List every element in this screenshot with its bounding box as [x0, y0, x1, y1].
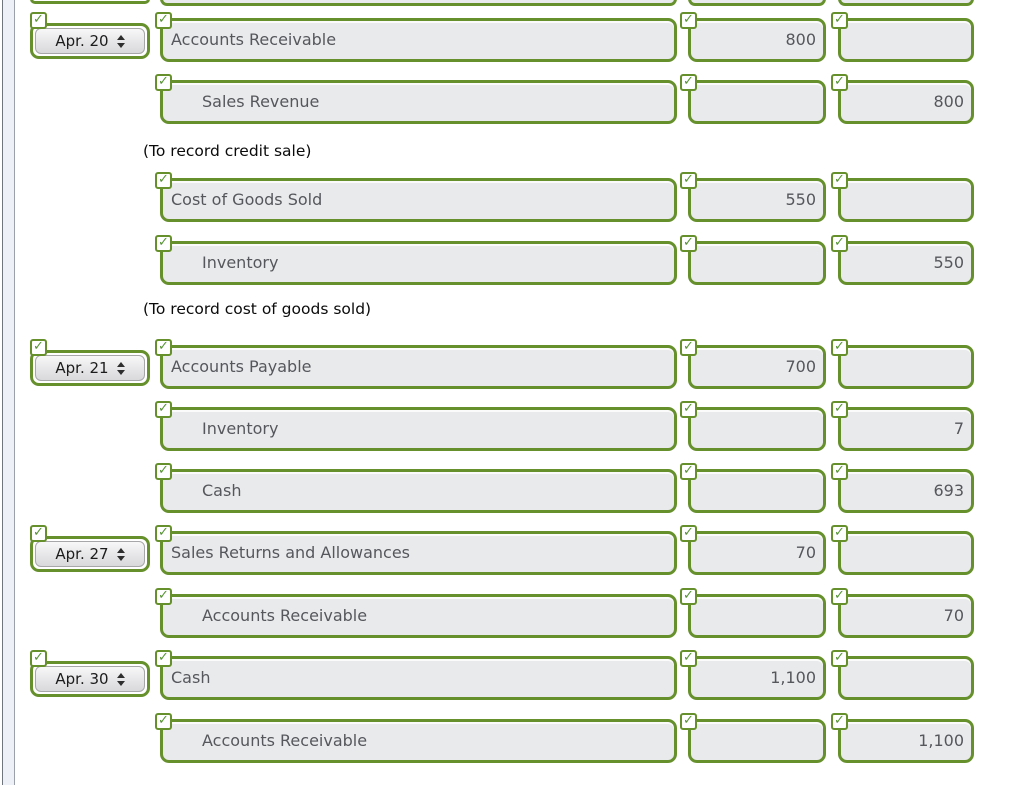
account-name: Cost of Goods Sold: [171, 190, 323, 209]
credit-input[interactable]: [834, 713, 974, 763]
check-icon: ✓: [834, 525, 845, 540]
check-icon: ✓: [683, 650, 694, 665]
field-checkbox[interactable]: [831, 235, 848, 252]
credit-input[interactable]: [834, 339, 974, 389]
account-input[interactable]: [158, 650, 677, 700]
check-icon: ✓: [834, 588, 845, 603]
check-icon: ✓: [834, 172, 845, 187]
field-checkbox[interactable]: [680, 339, 697, 356]
credit-input[interactable]: [834, 172, 974, 222]
account-input[interactable]: [158, 235, 677, 285]
field-checkbox[interactable]: [155, 74, 172, 91]
check-icon: ✓: [158, 463, 169, 478]
account-input[interactable]: [158, 339, 677, 389]
journal-row: [0, 401, 1024, 451]
debit-amount: 800: [785, 30, 816, 49]
journal-row: [0, 74, 1024, 124]
field-checkbox[interactable]: [155, 339, 172, 356]
check-icon: ✓: [158, 650, 169, 665]
field-checkbox[interactable]: [30, 650, 47, 667]
date-value: Apr. 20: [55, 32, 109, 50]
field-checkbox[interactable]: [831, 401, 848, 418]
credit-input[interactable]: [834, 588, 974, 638]
field-checkbox[interactable]: [680, 235, 697, 252]
field-checkbox[interactable]: [680, 463, 697, 480]
field-checkbox[interactable]: [831, 588, 848, 605]
select-arrows-icon: [117, 673, 125, 686]
credit-input[interactable]: [834, 463, 974, 513]
account-input[interactable]: [158, 713, 677, 763]
credit-amount: 800: [933, 92, 964, 111]
date-select-control[interactable]: [35, 355, 145, 381]
credit-amount: 550: [933, 253, 964, 272]
field-checkbox[interactable]: [680, 650, 697, 667]
check-icon: ✓: [158, 525, 169, 540]
check-icon: ✓: [834, 463, 845, 478]
account-name: Inventory: [202, 253, 279, 272]
field-checkbox[interactable]: [30, 339, 47, 356]
debit-input[interactable]: [683, 339, 826, 389]
select-arrows-icon: [117, 548, 125, 561]
account-input[interactable]: [158, 525, 677, 575]
date-value: Apr. 27: [55, 545, 109, 563]
date-select[interactable]: [30, 525, 150, 572]
check-icon: ✓: [683, 235, 694, 250]
debit-amount: 70: [795, 543, 816, 562]
check-icon: ✓: [683, 74, 694, 89]
field-checkbox[interactable]: [155, 463, 172, 480]
debit-input[interactable]: [683, 463, 826, 513]
account-name: Sales Revenue: [202, 92, 320, 111]
field-checkbox[interactable]: [30, 12, 47, 29]
check-icon: ✓: [683, 12, 694, 27]
check-icon: ✓: [834, 235, 845, 250]
account-input[interactable]: [158, 588, 677, 638]
account-name: Accounts Payable: [171, 357, 312, 376]
account-name: Cash: [171, 668, 211, 687]
field-checkbox[interactable]: [680, 401, 697, 418]
field-checkbox[interactable]: [680, 12, 697, 29]
journal-row: [0, 713, 1024, 763]
entry-note: (To record cost of goods sold): [143, 300, 372, 318]
select-arrows-icon: [117, 362, 125, 375]
partial-date-field: [30, 0, 150, 4]
field-checkbox[interactable]: [831, 172, 848, 189]
check-icon: ✓: [683, 401, 694, 416]
account-input[interactable]: [158, 172, 677, 222]
check-icon: ✓: [683, 588, 694, 603]
debit-amount: 1,100: [770, 668, 816, 687]
debit-amount: 700: [785, 357, 816, 376]
account-name: Accounts Receivable: [171, 30, 337, 49]
check-icon: ✓: [158, 74, 169, 89]
debit-amount: 550: [785, 190, 816, 209]
account-input[interactable]: [158, 12, 677, 62]
check-icon: ✓: [33, 525, 44, 540]
partial-credit-field: [838, 0, 974, 6]
credit-amount: 1,100: [918, 731, 964, 750]
credit-input[interactable]: [834, 525, 974, 575]
check-icon: ✓: [834, 339, 845, 354]
field-checkbox[interactable]: [155, 650, 172, 667]
credit-amount: 7: [953, 419, 964, 438]
account-input[interactable]: [158, 401, 677, 451]
journal-row: [0, 12, 1024, 62]
partial-account-field: [160, 0, 677, 6]
account-name: Inventory: [202, 419, 279, 438]
field-checkbox[interactable]: [155, 525, 172, 542]
journal-row: [0, 525, 1024, 575]
check-icon: ✓: [33, 339, 44, 354]
date-select[interactable]: [30, 650, 150, 697]
select-arrows-icon: [117, 35, 125, 48]
check-icon: ✓: [683, 172, 694, 187]
field-checkbox[interactable]: [680, 172, 697, 189]
journal-row: [0, 235, 1024, 285]
field-checkbox[interactable]: [155, 172, 172, 189]
debit-input[interactable]: [683, 588, 826, 638]
field-checkbox[interactable]: [831, 650, 848, 667]
check-icon: ✓: [683, 339, 694, 354]
credit-input[interactable]: [834, 650, 974, 700]
credit-input[interactable]: [834, 12, 974, 62]
date-select-control[interactable]: [35, 28, 145, 54]
debit-input[interactable]: [683, 401, 826, 451]
field-checkbox[interactable]: [680, 588, 697, 605]
debit-input[interactable]: [683, 650, 826, 700]
partial-debit-field: [688, 0, 826, 6]
check-icon: ✓: [834, 650, 845, 665]
field-checkbox[interactable]: [155, 12, 172, 29]
field-checkbox[interactable]: [680, 74, 697, 91]
date-select[interactable]: [30, 339, 150, 386]
check-icon: ✓: [158, 588, 169, 603]
check-icon: ✓: [158, 401, 169, 416]
debit-input[interactable]: [683, 172, 826, 222]
check-icon: ✓: [158, 12, 169, 27]
journal-row: [0, 650, 1024, 700]
account-input[interactable]: [158, 463, 677, 513]
date-value: Apr. 21: [55, 359, 109, 377]
field-checkbox[interactable]: [155, 401, 172, 418]
check-icon: ✓: [683, 463, 694, 478]
check-icon: ✓: [158, 235, 169, 250]
check-icon: ✓: [158, 172, 169, 187]
journal-row: [0, 588, 1024, 638]
field-checkbox[interactable]: [155, 588, 172, 605]
field-checkbox[interactable]: [155, 235, 172, 252]
check-icon: ✓: [683, 525, 694, 540]
field-checkbox[interactable]: [831, 463, 848, 480]
journal-row: [0, 339, 1024, 389]
account-name: Cash: [202, 481, 242, 500]
credit-input[interactable]: [834, 401, 974, 451]
field-checkbox[interactable]: [831, 74, 848, 91]
credit-amount: 70: [943, 606, 964, 625]
debit-input[interactable]: [683, 525, 826, 575]
date-select-control[interactable]: [35, 666, 145, 692]
debit-input[interactable]: [683, 235, 826, 285]
journal-row: [0, 172, 1024, 222]
field-checkbox[interactable]: [831, 525, 848, 542]
date-select[interactable]: [30, 12, 150, 59]
account-name: Accounts Receivable: [202, 731, 368, 750]
field-checkbox[interactable]: [831, 12, 848, 29]
account-name: Sales Returns and Allowances: [171, 543, 411, 562]
debit-input[interactable]: [683, 713, 826, 763]
check-icon: ✓: [158, 713, 169, 728]
check-icon: ✓: [834, 74, 845, 89]
account-input[interactable]: [158, 74, 677, 124]
credit-amount: 693: [933, 481, 964, 500]
field-checkbox[interactable]: [680, 713, 697, 730]
credit-input[interactable]: [834, 235, 974, 285]
credit-input[interactable]: [834, 74, 974, 124]
field-checkbox[interactable]: [831, 713, 848, 730]
check-icon: ✓: [33, 12, 44, 27]
journal-row: [0, 463, 1024, 513]
check-icon: ✓: [158, 339, 169, 354]
debit-input[interactable]: [683, 74, 826, 124]
check-icon: ✓: [683, 713, 694, 728]
field-checkbox[interactable]: [831, 339, 848, 356]
check-icon: ✓: [834, 401, 845, 416]
date-select-control[interactable]: [35, 541, 145, 567]
field-checkbox[interactable]: [30, 525, 47, 542]
entry-note: (To record credit sale): [143, 142, 312, 160]
check-icon: ✓: [834, 713, 845, 728]
field-checkbox[interactable]: [680, 525, 697, 542]
account-name: Accounts Receivable: [202, 606, 368, 625]
check-icon: ✓: [33, 650, 44, 665]
field-checkbox[interactable]: [155, 713, 172, 730]
check-icon: ✓: [834, 12, 845, 27]
debit-input[interactable]: [683, 12, 826, 62]
date-value: Apr. 30: [55, 670, 109, 688]
